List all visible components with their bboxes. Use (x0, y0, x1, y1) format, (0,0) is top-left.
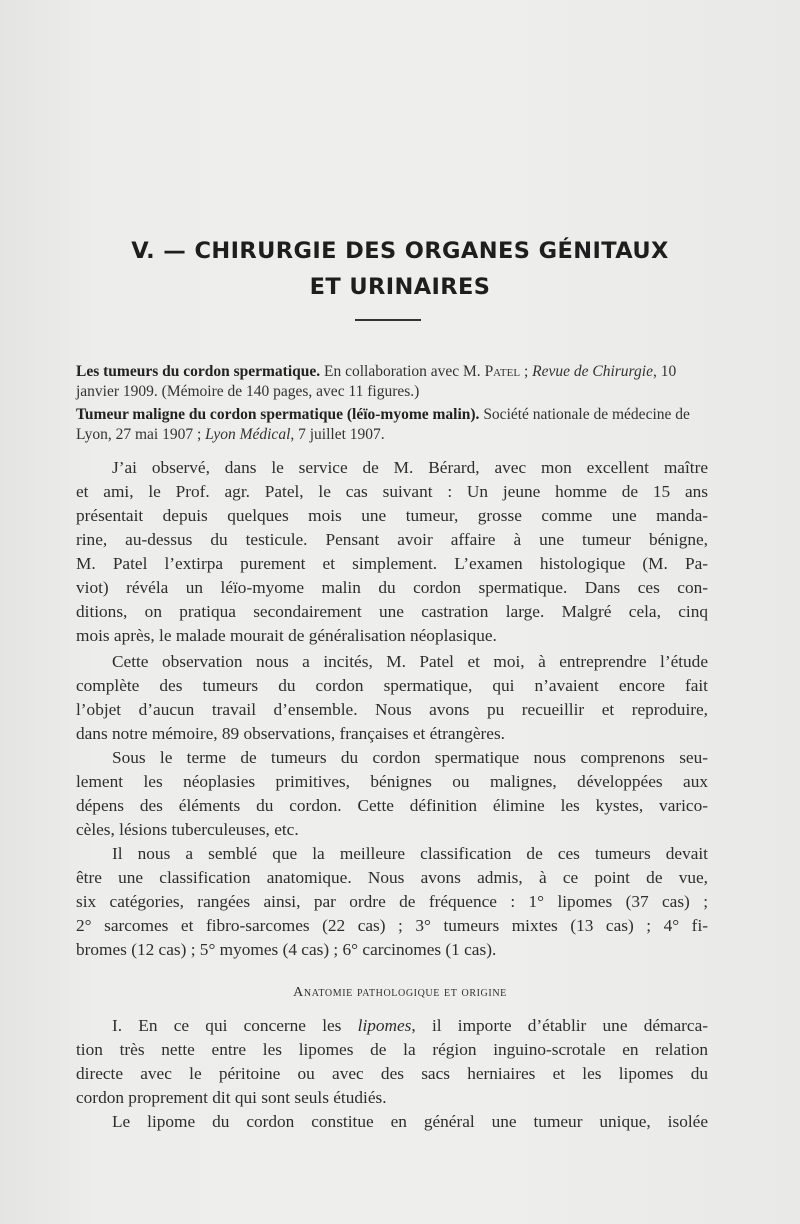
reference-1-text-b: ; (520, 363, 533, 380)
body-line: six catégories, rangées ainsi, par ordre de fréquence : 1° lipomes (37 cas) ; (76, 892, 708, 911)
body-line: Il nous a semblé que la meilleure classification de ces tumeurs devait (112, 844, 708, 863)
section-line: cordon proprement dit qui sont seuls étudiés. (76, 1088, 387, 1107)
reference-2-title: Tumeur maligne du cordon spermatique (léïo-myome malin). (76, 406, 480, 423)
section-line-1-b: , il importe d’établir une démarca- (411, 1016, 708, 1035)
body-line: rine, au-dessus du testicule. Pensant avoir affaire à une tumeur bénigne, (76, 530, 708, 549)
body-line: être une classification anatomique. Nous avons admis, à ce point de vue, (76, 868, 708, 887)
reference-1-text-a: En collaboration avec M. (320, 363, 485, 380)
body-line: Cette observation nous a incités, M. Patel et moi, à entreprendre l’étude (112, 652, 708, 671)
section-line: tion très nette entre les lipomes de la région inguino-scrotale en relation (76, 1040, 708, 1059)
reference-2-details: , 7 juillet 1907. (290, 426, 385, 443)
body-line: M. Patel l’extirpa purement et simplement. L’examen histologique (M. Pa- (76, 554, 708, 573)
body-line: présentait depuis quelques mois une tumeur, grosse comme une manda- (76, 506, 708, 525)
reference-entry-1 (76, 362, 710, 402)
reference-1-details: , 10 janvier 1909. (Mémoire de 140 pages, avec 11 figures.) (76, 363, 677, 400)
body-line: l’objet d’aucun travail d’ensemble. Nous avons pu recueillir et reproduire, (76, 700, 708, 719)
body-line: bromes (12 cas) ; 5° myomes (4 cas) ; 6° carcinomes (1 cas). (76, 940, 497, 959)
body-line: J’ai observé, dans le service de M. Bérard, avec mon excellent maître (112, 458, 708, 477)
chapter-title-line-2: ET URINAIRES (309, 274, 491, 300)
section-heading: Anatomie pathologique et origine (293, 985, 507, 1000)
body-line: et ami, le Prof. agr. Patel, le cas suivant : Un jeune homme de 15 ans (76, 482, 708, 501)
reference-2-text-a: Société nationale de médecine de Lyon, 27 mai 1907 ; (76, 406, 690, 443)
body-line: ditions, on pratiqua secondairement une castration large. Malgré cela, cinq (76, 602, 708, 621)
reference-entry-2 (76, 405, 710, 445)
body-line: 2° sarcomes et fibro-sarcomes (22 cas) ; 3° tumeurs mixtes (13 cas) ; 4° fi- (76, 916, 708, 935)
body-line: lement les néoplasies primitives, bénignes ou malignes, développées aux (76, 772, 708, 791)
body-line: mois après, le malade mourait de généralisation néoplasique. (76, 626, 497, 645)
section-line-1-a: I. En ce qui concerne les (112, 1016, 358, 1035)
body-line: Sous le terme de tumeurs du cordon spermatique nous comprenons seu- (112, 748, 708, 767)
section-line: Le lipome du cordon constitue en général une tumeur unique, isolée (112, 1112, 708, 1131)
body-line: complète des tumeurs du cordon spermatique, qui n’avaient encore fait (76, 676, 708, 695)
reference-1-title: Les tumeurs du cordon spermatique. (76, 363, 321, 380)
reference-1-journal: Revue de Chirurgie (532, 363, 653, 380)
body-line: dépens des éléments du cordon. Cette définition élimine les kystes, varico- (76, 796, 708, 815)
section-line (112, 1015, 708, 1037)
section-line: directe avec le péritoine ou avec des sacs herniaires et les lipomes du (76, 1064, 708, 1083)
body-line: cèles, lésions tuberculeuses, etc. (76, 820, 299, 839)
chapter-title-line-1: V. — CHIRURGIE DES ORGANES GÉNITAUX (131, 238, 669, 264)
reference-1-author: Patel (484, 363, 521, 380)
reference-2-journal: Lyon Médical (205, 426, 291, 443)
body-line: viot) révéla un léïo-myome malin du cordon spermatique. Dans ces con- (76, 578, 708, 597)
body-line: dans notre mémoire, 89 observations, françaises et étrangères. (76, 724, 505, 743)
title-divider (355, 319, 421, 321)
section-line-1-emphasis: lipomes (357, 1016, 412, 1035)
